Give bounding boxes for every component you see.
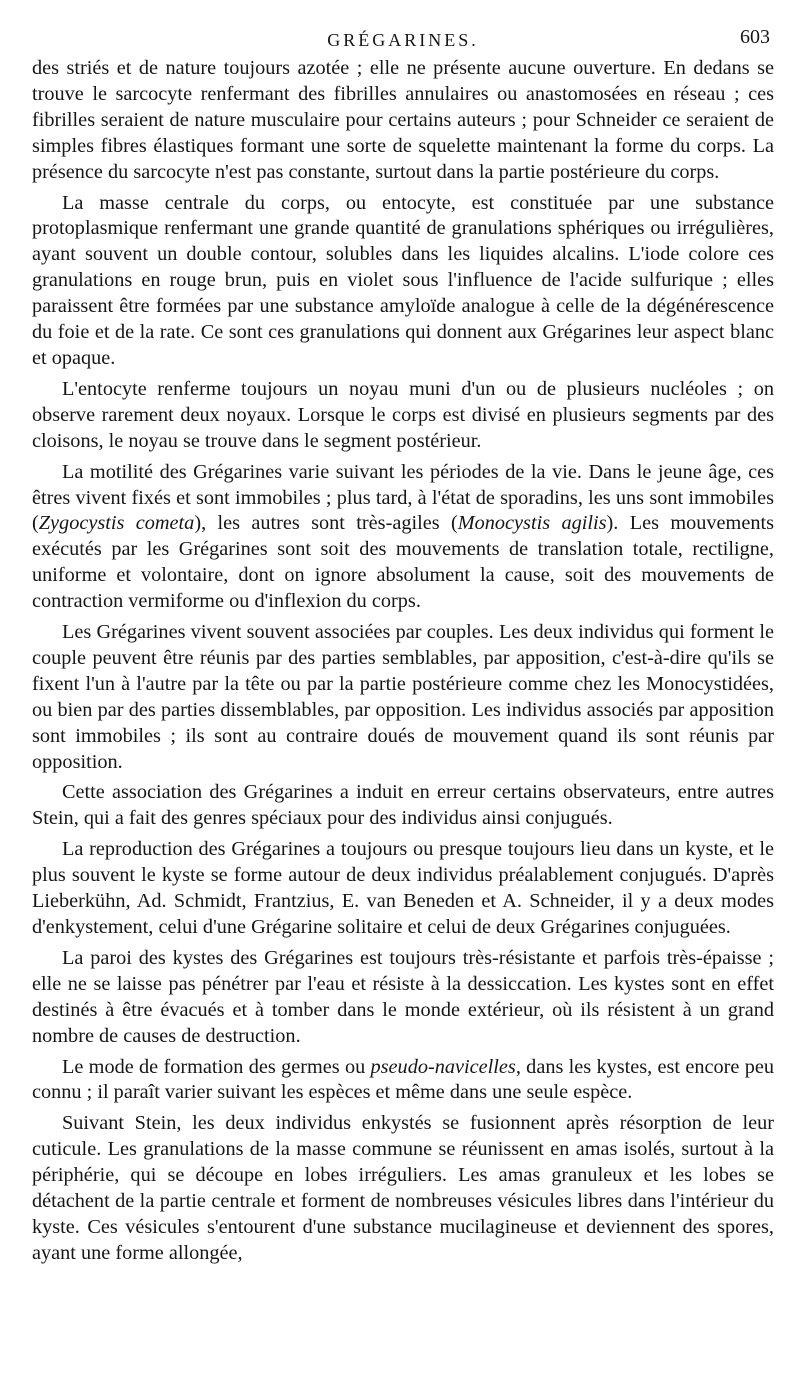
text-run: La masse centrale du corps, ou entocyte, est constituée par une substance protoplasmique renfermant une grande quantité de granulations sphériques ou irrégulières, ayant souvent un double contour, solubles dans les liquides alcalins. L'iode colore ces granulations en rouge brun, puis en violet sous l'influence de l'acide sulfurique ; elles paraissent être formées par une substance amyloïde analogue à celle de la dégénérescence du foie et de la rate. Ce sont ces granulations qui donnent aux Grégarines leur aspect blanc et opaque.: [32, 191, 774, 369]
text-run: Le mode de formation des germes ou: [62, 1055, 371, 1078]
paragraph: [32, 1111, 774, 1266]
italic-species-name: Zygocystis cometa: [38, 512, 195, 535]
text-run: des striés et de nature toujours azotée ; elle ne présente aucune ouverture. En dedans se trouve le sarcocyte renfermant des fibrilles annulaires ou anastomosées en réseau ; ces fibrilles seraient de nature musculaire pour certains auteurs ; pour Schneider ce seraient de simples fibres élastiques formant une sorte de squelette maintenant la forme du corps. La présence du sarcocyte n'est pas constante, surtout dans la partie postérieure du corps.: [32, 57, 774, 183]
text-run: La reproduction des Grégarines a toujours ou presque toujours lieu dans un kyste, et le plus souvent le kyste se forme autour de deux individus préalablement conjugués. D'après Lieberkühn, Ad. Schmidt, Frantzius, E. van Beneden et A. Schneider, il y a deux modes d'enkystement, celui d'une Grégarine solitaire et celui de deux Grégarines conjuguées.: [32, 838, 774, 938]
running-title: GRÉGARINES.: [327, 30, 479, 50]
text-run: , dans les kystes, est encore peu connu ; il paraît varier suivant les espèces et même dans une seule espèce.: [32, 1055, 774, 1104]
running-head: [32, 22, 774, 56]
text-run: Cette association des Grégarines a induit en erreur certains observateurs, entre autres Stein, qui a fait des genres spéciaux pour des individus ainsi conjugués.: [32, 781, 774, 830]
paragraph: [32, 780, 774, 832]
body-text: [32, 56, 774, 1267]
italic-species-name: Monocystis agilis: [457, 512, 607, 535]
paragraph: [32, 191, 774, 372]
paragraph: [32, 1055, 774, 1107]
page-number: 603: [740, 26, 770, 48]
text-run: L'entocyte renferme toujours un noyau muni d'un ou de plusieurs nucléoles ; on observe rarement deux noyaux. Lorsque le corps est divisé en plusieurs segments par des cloisons, le noyau se trouve dans le segment postérieur.: [32, 377, 774, 452]
paragraph: [32, 377, 774, 455]
paragraph: [32, 620, 774, 775]
text-run: La paroi des kystes des Grégarines est toujours très-résistante et parfois très-épaisse ; elle ne se laisse pas pénétrer par l'eau et résiste à la dessiccation. Les kystes sont en effet destinés à être évacués et à tomber dans le monde extérieur, où ils résistent à un grand nombre de causes de destruction.: [32, 946, 774, 1047]
paragraph: [32, 946, 774, 1050]
text-run: ), les autres sont très-agiles (: [194, 512, 458, 535]
text-run: La motilité des Grégarines varie suivant les périodes de la vie. Dans le jeune âge, ces êtres vivent fixés et sont immobiles ; plus tard, à l'état de sporadins, les uns sont immobiles (: [32, 460, 774, 535]
text-run: Suivant Stein, les deux individus enkystés se fusionnent après résorption de leur cuticule. Les granulations de la masse commune se réunissent en amas isolés, surtout à la périphérie, qui se découpe en lobes irréguliers. Les amas granuleux et les lobes se détachent de la partie centrale et forment de nombreuses vésicules libres dans l'intérieur du kyste. Ces vésicules s'entourent d'une substance mucilagineuse et deviennent des spores, ayant une forme allongée,: [32, 1112, 774, 1264]
text-run: Les Grégarines vivent souvent associées par couples. Les deux individus qui forment le couple peuvent être réunis par des parties semblables, par apposition, c'est-à-dire qu'ils se fixent l'un à l'autre par la tête ou par la partie postérieure comme chez les Monocystidées, ou bien par des parties dissemblables, par opposition. Les individus associés par apposition sont immobiles ; ils sont au contraire doués de mouvement quand ils sont réunis par opposition.: [32, 621, 774, 773]
paragraph: [32, 837, 774, 941]
paragraph: [32, 460, 774, 615]
paragraph: [32, 56, 774, 186]
italic-species-name: pseudo-navicelles: [370, 1055, 516, 1078]
text-run: ). Les mouvements exécutés par les Grégarines sont soit des mouvements de translation totale, rectiligne, uniforme et volontaire, dont on ignore absolument la cause, soit des mouvements de contraction vermiforme ou d'inflexion du corps.: [32, 512, 774, 613]
